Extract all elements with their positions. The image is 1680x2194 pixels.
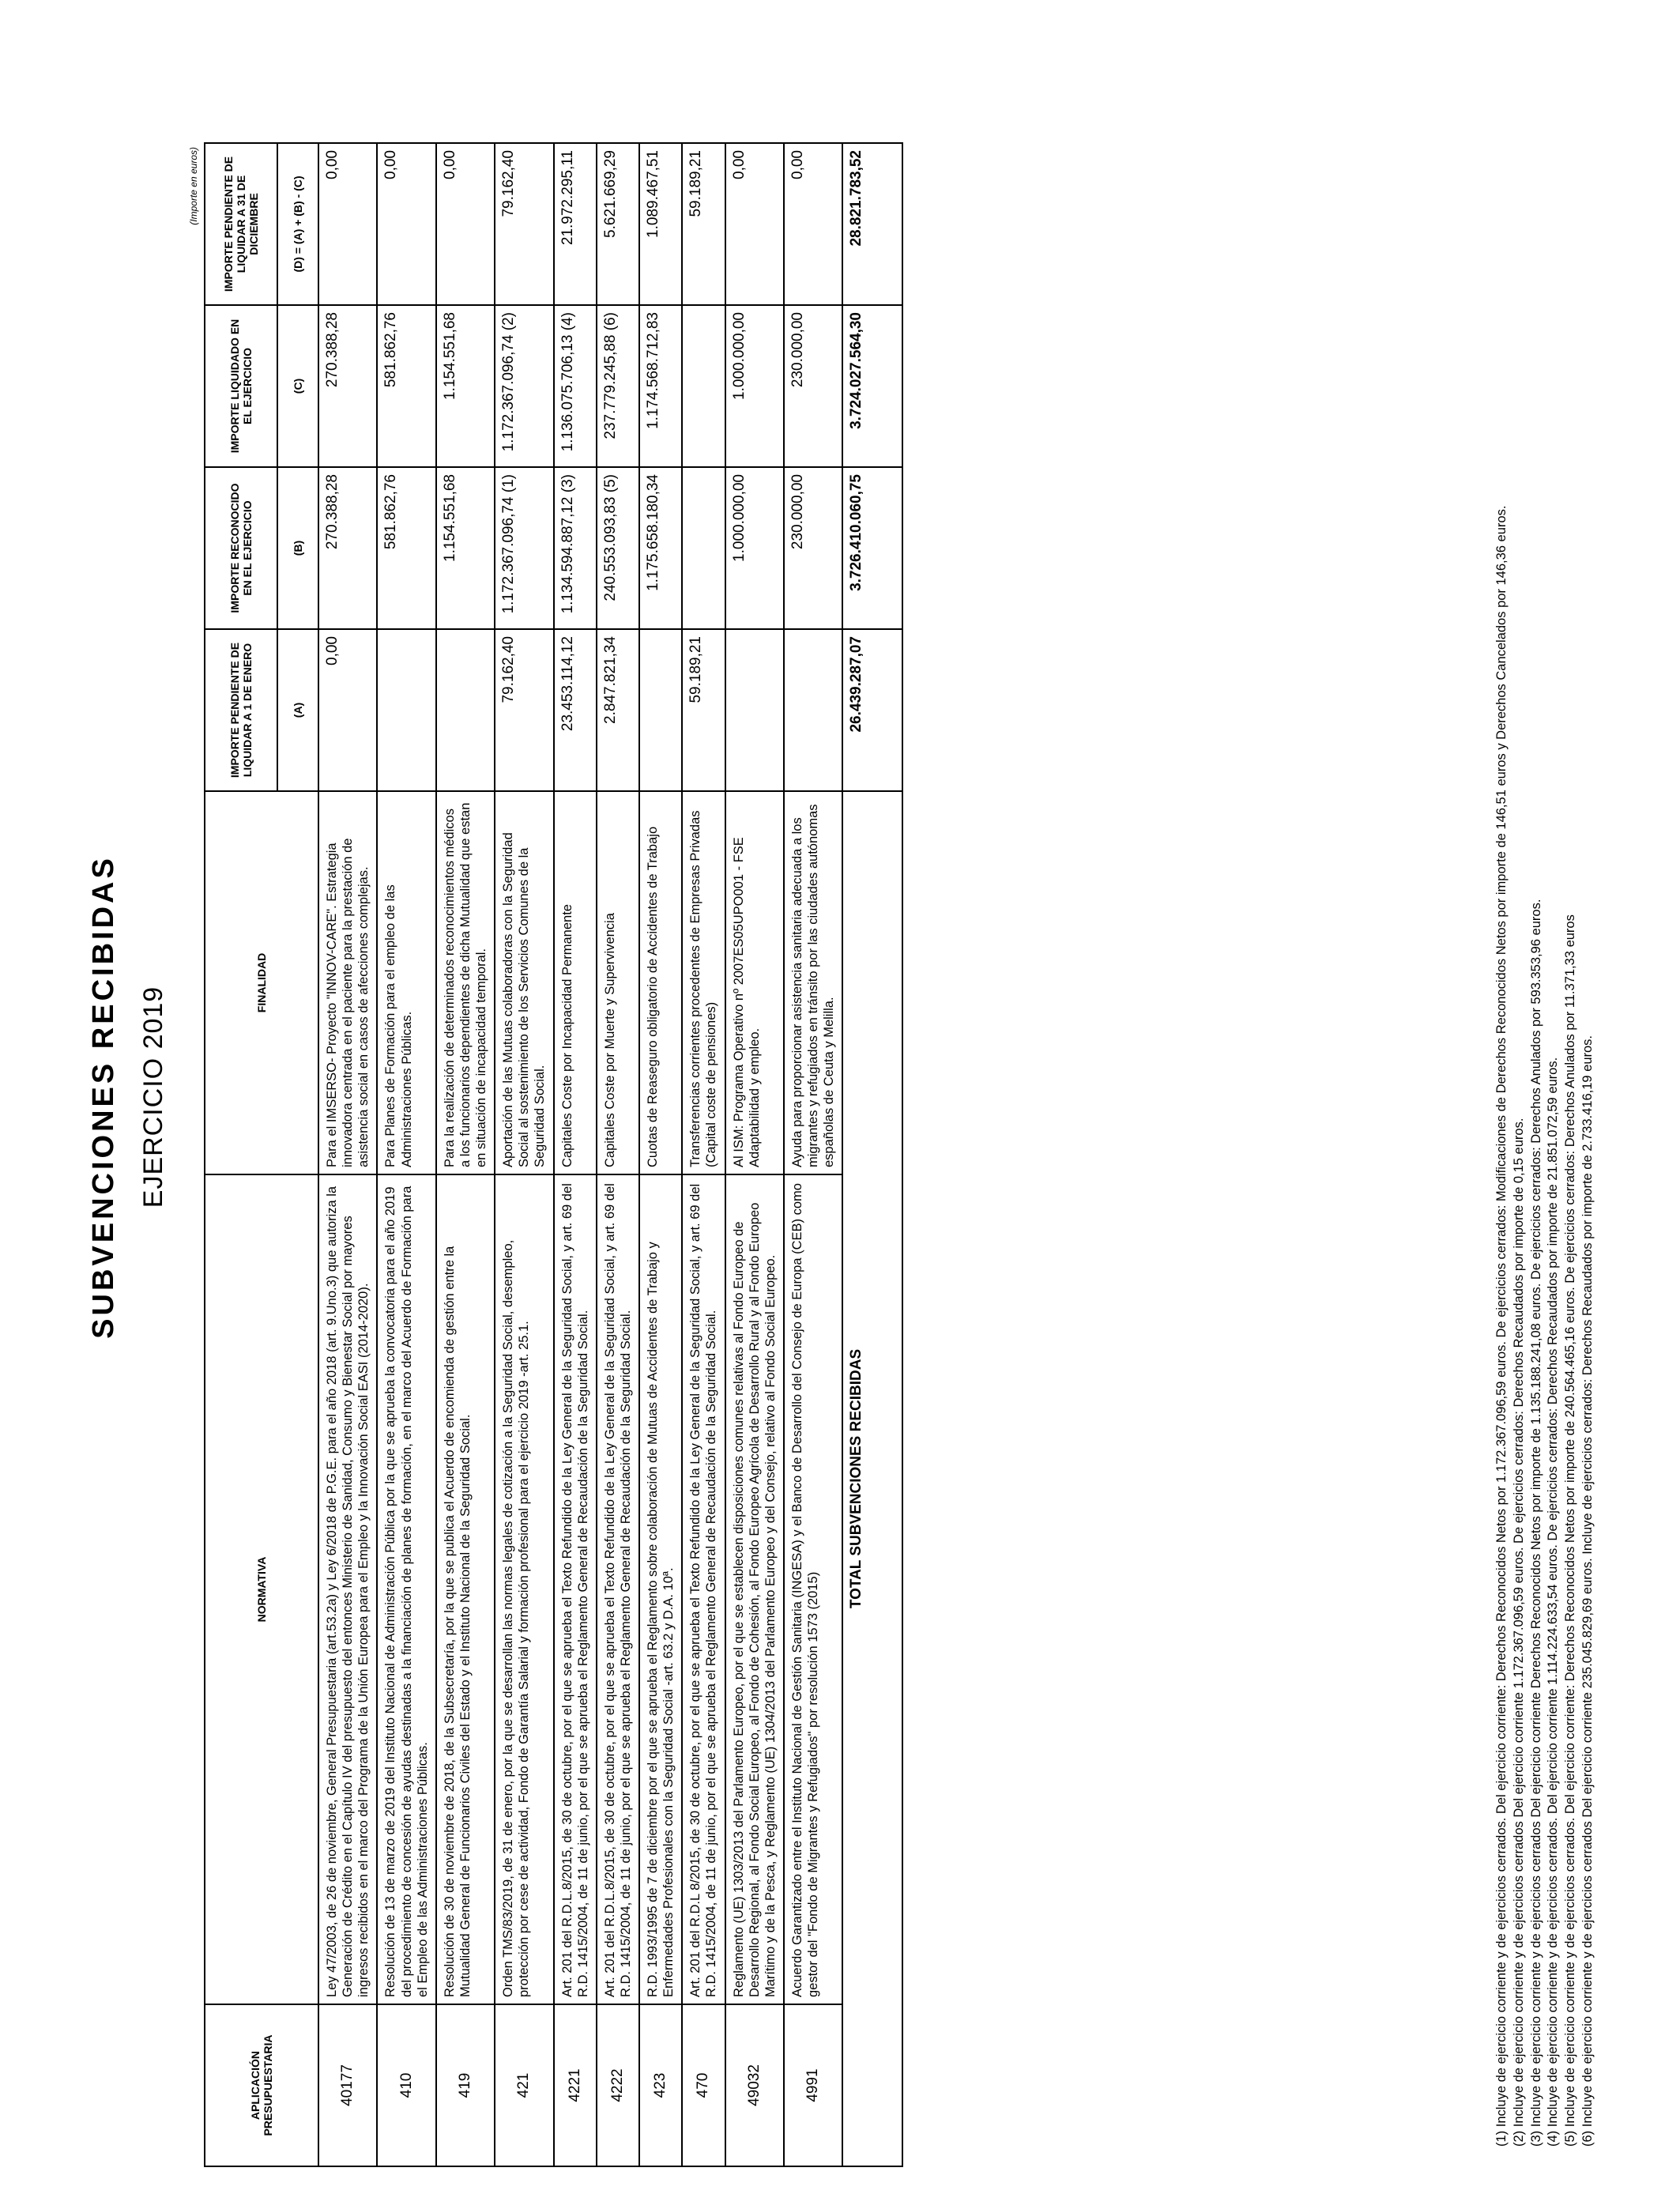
row-importe-a: 23.453.114,12 [554, 629, 597, 791]
row-importe-a: 79.162,40 [495, 629, 553, 791]
row-normativa: Acuerdo Garantizado entre el Instituto Nacional de Gestión Sanitaria (INGESA) y el Banco de Desarrollo del Consejo de Europa (CEB) como gestor del "Fondo de Migrantes y Refugiados" por resolución 1573 (2015) [784, 1174, 842, 2004]
header-d-sub: (D) = (A) + (B) - (C) [277, 143, 318, 305]
row-finalidad: Al ISM: Programa Operativo nº 2007ES05UPO001 - FSE Adaptabilidad y empleo. [725, 791, 784, 1174]
row-normativa: Reglamento (UE) 1303/2013 del Parlamento Europeo, por el que se establecen disposiciones comunes relativas al Fondo Europeo de Desarrollo Regional, al Fondo Social Europeo, al Fondo de Cohesión, al Fondo Europeo Agrícola de Desarrollo Rural y al Fondo Europeo Marítimo y de la Pesca, y Reglamento (UE) 1304/2013 del Parlamento Europeo y del Consejo, relativo al Fondo Social Europeo. [725, 1174, 784, 2004]
row-importe-c: 581.862,76 [377, 305, 435, 467]
row-normativa: Resolución de 13 de marzo de 2019 del Instituto Nacional de Administración Pública por la que se aprueba la convocatoria para el año 2019 del procedimiento de concesión de ayudas destinadas a la financiación de planes de formación, en el marco del Acuerdo de Formación para el Empleo de las Administraciones Públicas. [377, 1174, 435, 2004]
row-importe-b: 1.172.367.096,74 (1) [495, 467, 553, 629]
header-b-sub: (B) [277, 467, 318, 629]
header-row [205, 143, 277, 2166]
footnote: (3) Incluye de ejercicio corriente y de ejercicios cerrados Del ejercicio corriente Derechos Reconocidos Netos por importe de 1.135.188.241,08 euros. De ejercicios cerrados: Derechos Anulados por 593.353,96 euros. [1528, 899, 1543, 2147]
header-c: IMPORTE LIQUIDADO EN EL EJERCICIO [205, 305, 277, 467]
row-importe-d: 0,00 [318, 143, 377, 305]
row-importe-c: 1.154.551,68 [436, 305, 495, 467]
row-importe-d: 5.621.669,29 [597, 143, 639, 305]
row-finalidad: Ayuda para proporcionar asistencia sanitaria adecuada a los migrantes y refugiados en tránsito por las ciudades autónomas españolas de Ceuta y Melilla. [784, 791, 842, 1174]
row-importe-b: 1.154.551,68 [436, 467, 495, 629]
row-finalidad: Para el IMSERSO- Proyecto "INNOV-CARE". Estrategia innovadora centrada en el paciente para la prestación de asistencia social en casos de afecciones complejas. [318, 791, 377, 1174]
row-finalidad: Cuotas de Reaseguro obligatorio de Accidentes de Trabajo [639, 791, 682, 1174]
table-body [318, 143, 842, 2166]
table-row [725, 143, 784, 2166]
row-importe-c [682, 305, 725, 467]
table-row [784, 143, 842, 2166]
row-aplicacion: 419 [436, 2004, 495, 2166]
row-finalidad: Capitales Coste por Muerte y Supervivencia [597, 791, 639, 1174]
total-row [842, 143, 902, 2166]
row-importe-a: 2.847.821,34 [597, 629, 639, 791]
table-row [377, 143, 435, 2166]
footnotes [1494, 92, 1597, 2147]
total-d: 28.821.783,52 [842, 143, 902, 305]
row-normativa: Orden TMS/83/2019, de 31 de enero, por la que se desarrollan las normas legales de cotización a la Seguridad Social, desempleo, protección por cese de actividad, Fondo de Garantía Salarial y formación profesional para el ejercicio 2019 -art. 25.1. [495, 1174, 553, 2004]
row-aplicacion: 410 [377, 2004, 435, 2166]
footnote: (2) Incluye de ejercicio corriente y de ejercicios cerrados Del ejercicio corriente 1.172.367.096,59 euros. De ejercicios cerrados: Derechos Recaudados por importe de 0,15 euros. [1511, 1118, 1526, 2147]
subsidies-table [204, 142, 903, 2167]
row-importe-b: 1.000.000,00 [725, 467, 784, 629]
header-b: IMPORTE RECONOCIDO EN EL EJERCICIO [205, 467, 277, 629]
total-a: 26.439.287,07 [842, 629, 902, 791]
footnote: (5) Incluye de ejercicio corriente y de ejercicios cerrados. Del ejercicio corriente: Derechos Reconocidos Netos por importe de 240.564.465,16 euros. De ejercicios cerrados: Derechos Anulados por 11.371,33 euros [1563, 914, 1578, 2147]
table-row [436, 143, 495, 2166]
row-normativa: Art. 201 del R.D.L 8/2015, de 30 de octubre, por el que se aprueba el Texto Refundido de la Ley General de la Seguridad Social, y art. 69 del R.D. 1415/2004, de 11 de junio, por el que se aprueba el Reglamento General de Recaudación de la Seguridad Social. [682, 1174, 725, 2004]
page-title: SUBVENCIONES RECIBIDAS [87, 855, 120, 1339]
table-row [639, 143, 682, 2166]
table-row [597, 143, 639, 2166]
row-importe-d: 0,00 [784, 143, 842, 305]
row-aplicacion: 49032 [725, 2004, 784, 2166]
row-importe-d: 0,00 [377, 143, 435, 305]
total-b: 3.726.410.060,75 [842, 467, 902, 629]
header-c-sub: (C) [277, 305, 318, 467]
row-importe-c: 1.136.075.706,13 (4) [554, 305, 597, 467]
row-importe-b: 270.388,28 [318, 467, 377, 629]
row-importe-d: 1.089.467,51 [639, 143, 682, 305]
total-c: 3.724.027.564,30 [842, 305, 902, 467]
table-row [318, 143, 377, 2166]
row-aplicacion: 4991 [784, 2004, 842, 2166]
page-subtitle: EJERCICIO 2019 [138, 986, 168, 1208]
row-importe-b: 240.553.093,83 (5) [597, 467, 639, 629]
header-a: IMPORTE PENDIENTE DE LIQUIDAR A 1 DE ENERO [205, 629, 277, 791]
footnote: (1) Incluye de ejercicio corriente y de ejercicios cerrados. Del ejercicio corriente: Derechos Reconocidos Netos por 1.172.367.096,59 euros. De ejercicios cerrados: Modificaciones de Derechos Reconocidos Netos por importe de 146,51 euros y Derechos Cancelados por 146,36 euros. [1494, 505, 1509, 2147]
units-note: (Importe en euros) [188, 147, 199, 225]
footnote: (4) Incluye de ejercicio corriente y de ejercicios cerrados. Del ejercicio corriente 1.114.224.633,54 euros. De ejercicios cerrados: Derechos Recaudados por importe de 21.851.072,59 euros. [1546, 1057, 1561, 2147]
row-importe-d: 0,00 [725, 143, 784, 305]
row-importe-d: 0,00 [436, 143, 495, 305]
table-row [682, 143, 725, 2166]
row-importe-c: 237.779.245,88 (6) [597, 305, 639, 467]
row-aplicacion: 4221 [554, 2004, 597, 2166]
table-row [495, 143, 553, 2166]
row-normativa: Art. 201 del R.D.L.8/2015, de 30 de octubre, por el que se aprueba el Texto Refundido de la Ley General de la Seguridad Social, y art. 69 del R.D. 1415/2004, de 11 de junio, por el que se aprueba el Reglamento General de Recaudación de la Seguridad Social. [554, 1174, 597, 2004]
row-importe-a [377, 629, 435, 791]
row-normativa: Resolución de 30 de noviembre de 2018, de la Subsecretaría, por la que se publica el Acuerdo de encomienda de gestión entre la Mutualidad General de Funcionarios Civiles del Estado y el Instituto Nacional de la Seguridad Social. [436, 1174, 495, 2004]
row-importe-a: 59.189,21 [682, 629, 725, 791]
total-label: TOTAL SUBVENCIONES RECIBIDAS [842, 791, 902, 2166]
header-finalidad: FINALIDAD [205, 791, 318, 1174]
row-aplicacion: 423 [639, 2004, 682, 2166]
row-importe-c: 270.388,28 [318, 305, 377, 467]
header-a-sub: (A) [277, 629, 318, 791]
row-importe-c: 230.000,00 [784, 305, 842, 467]
row-importe-a [436, 629, 495, 791]
row-normativa: Art. 201 del R.D.L.8/2015, de 30 de octubre, por el que se aprueba el Texto Refundido de la Ley General de la Seguridad Social, y art. 69 del R.D. 1415/2004, de 11 de junio, por el que se aprueba el Reglamento General de Recaudación de la Seguridad Social. [597, 1174, 639, 2004]
header-d: IMPORTE PENDIENTE DE LIQUIDAR A 31 DE DICIEMBRE [205, 143, 277, 305]
row-importe-d: 21.972.295,11 [554, 143, 597, 305]
row-importe-b [682, 467, 725, 629]
row-importe-b: 230.000,00 [784, 467, 842, 629]
row-normativa: Ley 47/2003, de 26 de noviembre, General Presupuestaria (art.53.2a) y Ley 6/2018 de P.G.E. para el año 2018 (art. 9.Uno.3) que autoriza la Generación de Crédito en el Capítulo IV del presupuesto del entonces Ministerio de Sanidad, Consumo y Bienestar Social por mayores ingresos recibidos en el marco del Programa de la Unión Europea para el Empleo y la Innovación Social EASI (2014-2020). [318, 1174, 377, 2004]
row-importe-d: 59.189,21 [682, 143, 725, 305]
footnote: (6) Incluye de ejercicio corriente y de ejercicios cerrados Del ejercicio corriente 235.045.829,69 euros. Incluye de ejercicios cerrados: Derechos Recaudados por importe de 2.733.416,19 euros. [1580, 1035, 1595, 2147]
row-importe-a: 0,00 [318, 629, 377, 791]
row-importe-c: 1.174.568.712,83 [639, 305, 682, 467]
row-finalidad: Capitales Coste por Incapacidad Permanente [554, 791, 597, 1174]
row-finalidad: Para la realización de determinados reconocimientos médicos a los funcionarios dependientes de dicha Mutualidad que estan en situación de incapacidad temporal. [436, 791, 495, 1174]
row-aplicacion: 40177 [318, 2004, 377, 2166]
row-importe-c: 1.000.000,00 [725, 305, 784, 467]
row-importe-a [639, 629, 682, 791]
row-importe-b: 1.134.594.887,12 (3) [554, 467, 597, 629]
row-aplicacion: 470 [682, 2004, 725, 2166]
row-importe-a [784, 629, 842, 791]
row-importe-b: 1.175.658.180,34 [639, 467, 682, 629]
row-finalidad: Transferencias corrientes procedentes de Empresas Privadas (Capital coste de pensiones) [682, 791, 725, 1174]
table-row [554, 143, 597, 2166]
row-normativa: R.D. 1993/1995 de 7 de diciembre por el que se aprueba el Reglamento sobre colaboración de Mutuas de Accidentes de Trabajo y Enfermedades Profesionales con la Seguridad Social -art. 63.2 y D.A. 10ª. [639, 1174, 682, 2004]
row-importe-b: 581.862,76 [377, 467, 435, 629]
row-finalidad: Para Planes de Formación para el empleo de las Administraciones Públicas. [377, 791, 435, 1174]
header-normativa: NORMATIVA [205, 1174, 318, 2004]
header-aplicacion: APLICACIÓN PRESUPUESTARIA [205, 2004, 318, 2166]
row-finalidad: Aportación de las Mutuas colaboradoras con la Seguridad Social al sostenimiento de los Servicios Comunes de la Seguridad Social. [495, 791, 553, 1174]
row-aplicacion: 421 [495, 2004, 553, 2166]
row-aplicacion: 4222 [597, 2004, 639, 2166]
row-importe-d: 79.162,40 [495, 143, 553, 305]
row-importe-a [725, 629, 784, 791]
row-importe-c: 1.172.367.096,74 (2) [495, 305, 553, 467]
